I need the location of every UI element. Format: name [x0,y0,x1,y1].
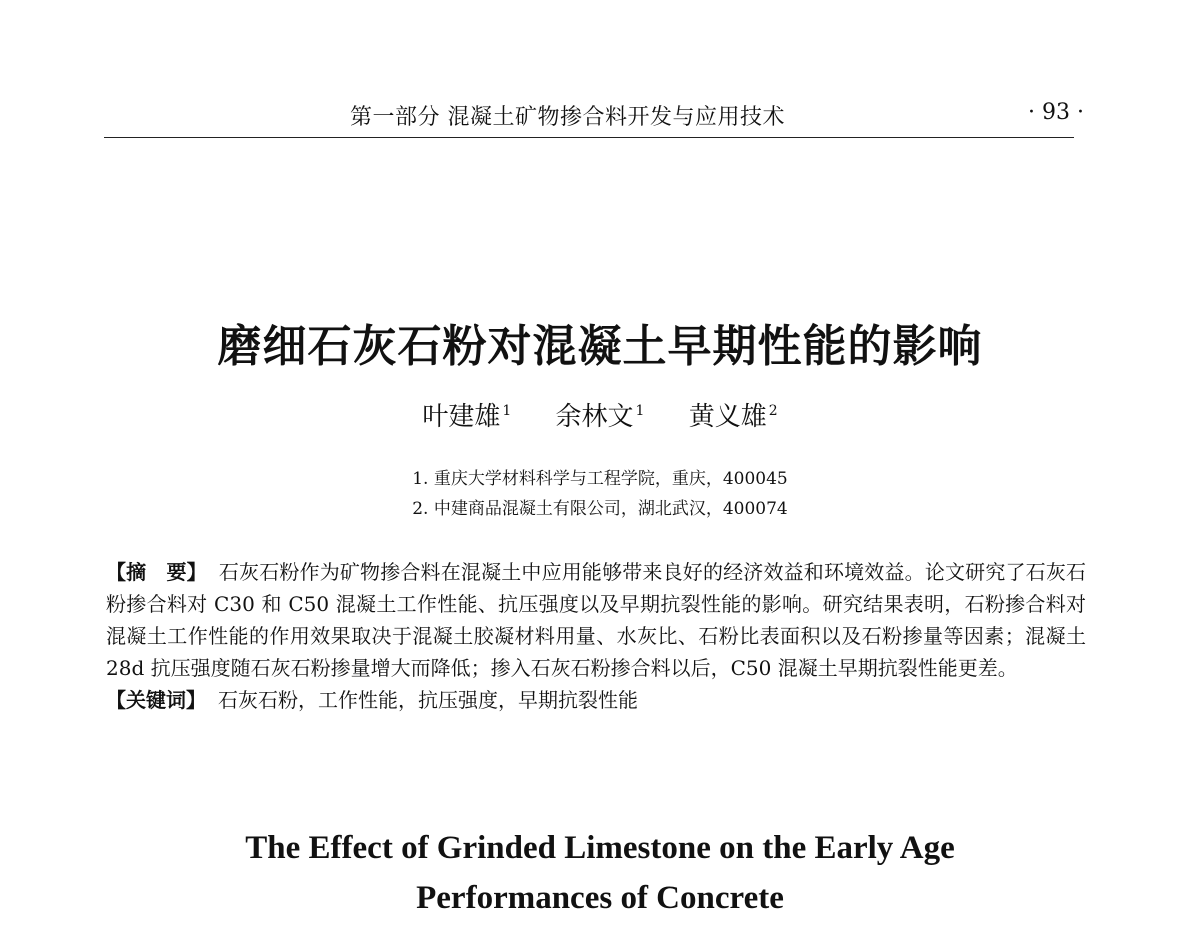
affiliation-list [0,464,1200,524]
abstract-block [106,556,1086,716]
affiliation: 1. 重庆大学材料科学与工程学院，重庆，400045 [412,469,788,489]
abstract-paragraph [106,556,1086,684]
affiliation: 2. 中建商品混凝土有限公司，湖北武汉，400074 [412,499,788,519]
author-name: 黄义雄 [688,402,767,432]
english-title-line: Performances of Concrete [416,880,784,916]
english-title [0,823,1200,923]
abstract-label: 【摘 要】 [106,560,207,584]
article-title: 磨细石灰石粉对混凝土早期性能的影响 [217,321,983,372]
page-number: · 93 · [1028,100,1084,125]
header-rule [104,137,1074,138]
keywords-text: 石灰石粉，工作性能，抗压强度，早期抗裂性能 [218,688,638,712]
keywords-label: 【关键词】 [106,688,206,712]
author-name: 叶建雄 [422,402,501,432]
keywords-paragraph [106,684,1086,716]
author-affiliation-mark: 2 [768,403,778,420]
author [422,396,511,433]
author [689,396,778,433]
author-name: 余林文 [555,402,634,432]
author-affiliation-mark: 1 [502,403,512,420]
author-list [0,396,1200,433]
running-head [0,100,1200,132]
running-head-title: 第一部分 混凝土矿物掺合料开发与应用技术 [350,105,785,130]
author [556,396,645,433]
author-affiliation-mark: 1 [635,403,645,420]
abstract-text: 石灰石粉作为矿物掺合料在混凝土中应用能够带来良好的经济效益和环境效益。论文研究了石灰石粉掺合料对 C30 和 C50 混凝土工作性能、抗压强度以及早期抗裂性能的影响。研究结果表明，石粉掺合料对混凝土工作性能的作用效果取决于混凝土胶凝材料用量、水灰比、石粉比表面积以及石粉掺量等因素；混凝土 28d 抗压强度随石灰石粉掺量增大而降低；掺入石灰石粉掺合料以后，C50 混凝土早期抗裂性能更差。 [106,560,1087,680]
english-title-line: The Effect of Grinded Limestone on the Early Age [245,830,955,866]
